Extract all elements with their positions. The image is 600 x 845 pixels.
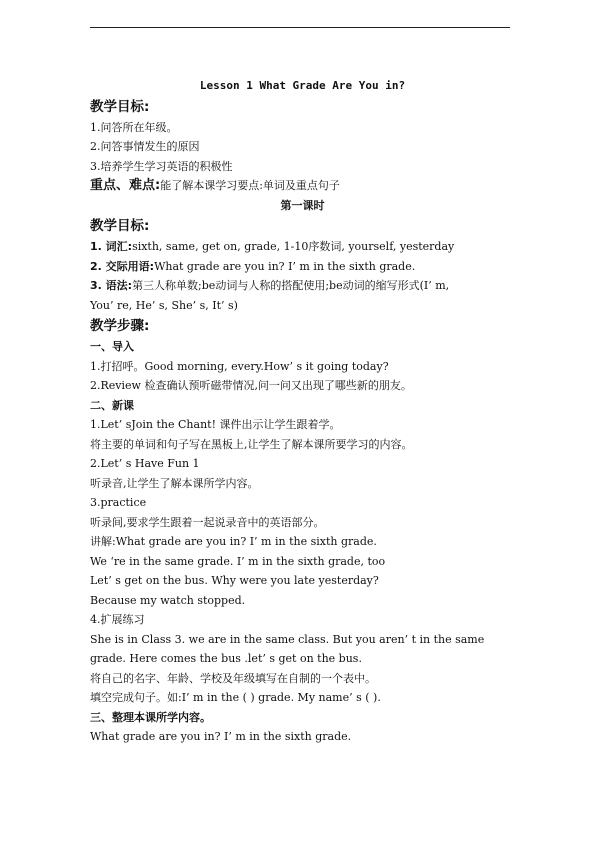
- section2-line: 1.Let’ sJoin the Chant! 课件出示让学生跟着学。: [90, 418, 341, 431]
- section2-line: 听录音,让学生了解本课所学内容。: [90, 476, 259, 490]
- key-points-label: 重点、难点:: [90, 178, 161, 193]
- section2-line: 填空完成句子。如:I’ m in the ( ) grade. My name’ s ( ).: [90, 691, 381, 704]
- steps-heading: 教学步骤:: [90, 318, 150, 334]
- document-title: Lesson 1 What Grade Are You in?: [199, 79, 406, 92]
- grammar-label: 3. 语法:: [90, 279, 133, 292]
- section2-line: 2.Let’ s Have Fun 1: [90, 457, 200, 470]
- section2-line: 听录间,要求学生跟着一起说录音中的英语部分。: [90, 515, 325, 529]
- section2-line: 将主要的单词和句子写在黑板上,让学生了解本课所要学习的内容。: [90, 437, 413, 451]
- section2-line: grade. Here comes the bus .let’ s get on the bus.: [90, 652, 362, 665]
- vocab-label: 1. 词汇:: [90, 240, 133, 253]
- goal-item: 3.培养学生学习英语的积极性: [90, 159, 233, 173]
- section1-line: 1.打招呼。Good morning, every.How’ s it going today?: [90, 359, 389, 373]
- vocab-line: [90, 237, 515, 257]
- goal-item: 1.问答所在年级。: [90, 120, 178, 134]
- section2-line: She is in Class 3. we are in the same class. But you aren’ t in the same: [90, 632, 485, 646]
- section2-line: 将自己的名字、年龄、学校及年级填写在自制的一个表中。: [90, 671, 376, 685]
- section1-heading: 一、导入: [90, 340, 134, 353]
- grammar-line-cont: You’ re, He’ s, She’ s, It’ s): [90, 298, 238, 312]
- section2-line: 3.practice: [90, 496, 147, 509]
- phrases-label: 2. 交际用语:: [90, 259, 155, 273]
- section2-line: Because my watch stopped.: [90, 593, 246, 607]
- goal-item: 2.问答事情发生的原因: [90, 140, 200, 153]
- key-points: [90, 176, 515, 196]
- header-rule: [90, 27, 510, 28]
- grammar-line: [90, 276, 515, 296]
- section2-line: Let’ s get on the bus. Why were you late yesterday?: [90, 574, 379, 587]
- period-title: 第一课时: [280, 198, 325, 212]
- phrases-line: [90, 257, 515, 277]
- section3-heading: 三、整理本课所学内容。: [90, 710, 211, 724]
- section2-line: 4.扩展练习: [90, 613, 145, 626]
- section2-line: We ‘re in the same grade. I’ m in the sixth grade, too: [90, 554, 386, 568]
- goals2-heading: 教学目标:: [90, 218, 150, 234]
- lesson-document: [90, 76, 515, 747]
- section1-line: 2.Review 检查确认预听磁带情况,问一问又出现了哪些新的朋友。: [90, 379, 412, 392]
- section2-heading: 二、新课: [90, 398, 134, 412]
- goals-heading: 教学目标:: [90, 98, 150, 115]
- phrases-text: What grade are you in? I’ m in the sixth grade.: [154, 259, 416, 273]
- section2-line: 讲解:What grade are you in? I’ m in the sixth grade.: [90, 535, 377, 548]
- vocab-text: sixth, same, get on, grade, 1-10序数词, yourself, yesterday: [132, 240, 455, 253]
- key-points-text: 能了解本课学习要点:单词及重点句子: [160, 179, 340, 192]
- section3-line: What grade are you in? I’ m in the sixth grade.: [90, 730, 352, 743]
- grammar-text: 第三人称单数;be动词与人称的搭配使用;be动词的缩写形式(I’ m,: [132, 279, 450, 292]
